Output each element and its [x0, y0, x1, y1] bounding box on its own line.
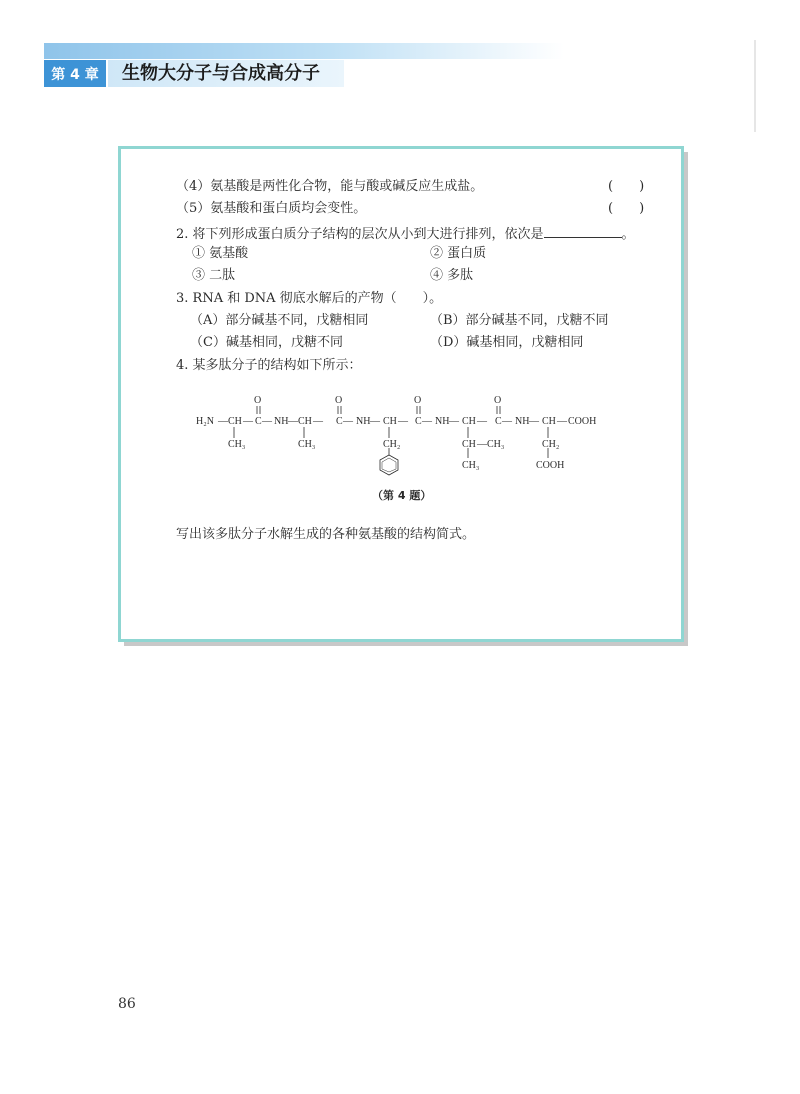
carbonyl-carbon: C	[336, 416, 343, 427]
answer-paren-1-4: ( )	[608, 179, 645, 194]
methyl-group: CH₃	[462, 460, 480, 471]
chapter-tag: 第 4 章	[44, 60, 106, 87]
side-cooh-group: COOH	[536, 460, 565, 471]
svg-text:—: —	[262, 416, 272, 427]
question-1-5: （5）氨基酸和蛋白质均会变性。	[176, 201, 367, 216]
svg-text:—: —	[477, 416, 487, 427]
alpha-carbon: CH	[298, 416, 312, 427]
q3-option-a: （A）部分碱基不同，戊糖相同	[190, 313, 369, 328]
svg-text:—: —	[477, 439, 487, 450]
svg-text:—: —	[370, 416, 380, 427]
q2-option-3: ③ 二肽	[192, 268, 236, 283]
alpha-carbon: CH	[228, 416, 242, 427]
carbonyl-carbon: C	[415, 416, 422, 427]
svg-text:—: —	[398, 416, 408, 427]
carbonyl-carbon: C	[255, 416, 262, 427]
question-1-4: （4）氨基酸是两性化合物，能与酸或碱反应生成盐。	[176, 179, 484, 194]
svg-text:—: —	[449, 416, 459, 427]
q3-option-c: （C）碱基相同，戊糖不同	[190, 335, 343, 350]
carbonyl-oxygen: O	[254, 395, 262, 406]
svg-text:—: —	[502, 416, 512, 427]
methyl-group: CH₃	[298, 439, 316, 450]
svg-text:—: —	[343, 416, 353, 427]
amide-nh: NH	[435, 416, 450, 427]
question-4-task: 写出该多肽分子水解生成的各种氨基酸的结构简式。	[176, 527, 476, 542]
page-number: 86	[118, 996, 136, 1012]
svg-text:—: —	[529, 416, 539, 427]
carbonyl-oxygen: O	[414, 395, 422, 406]
svg-text:—: —	[218, 416, 228, 427]
question-2-end: 。	[621, 227, 635, 242]
alpha-carbon: CH	[462, 416, 476, 427]
q2-option-4: ④ 多肽	[430, 268, 474, 283]
cooh-group: COOH	[568, 416, 597, 427]
amide-nh: NH	[274, 416, 289, 427]
question-2	[176, 223, 635, 244]
carbonyl-oxygen: O	[335, 395, 343, 406]
question-4: 4. 某多肽分子的结构如下所示：	[176, 358, 362, 373]
answer-blank	[544, 223, 622, 238]
svg-text:—: —	[557, 416, 567, 427]
q2-option-2: ② 蛋白质	[430, 246, 487, 261]
svg-text:—: —	[313, 416, 323, 427]
methylene-group: CH₂	[383, 439, 401, 450]
methyl-group: CH₃	[228, 439, 246, 450]
alpha-carbon: CH	[542, 416, 556, 427]
q3-option-b: （B）部分碱基不同，戊糖不同	[430, 313, 609, 328]
svg-text:—: —	[243, 416, 253, 427]
amide-nh: NH	[515, 416, 530, 427]
methine-group: CH	[462, 439, 476, 450]
chapter-title: 生物大分子与合成高分子	[122, 63, 320, 84]
margin-rule	[754, 40, 756, 132]
answer-paren-1-5: ( )	[608, 201, 645, 216]
h2n-group: H₂N	[196, 416, 214, 427]
carbonyl-carbon: C	[495, 416, 502, 427]
q2-option-1: ① 氨基酸	[192, 246, 249, 261]
figure-caption: （第 4 题）	[372, 489, 432, 502]
header-band	[44, 43, 564, 59]
svg-text:—: —	[422, 416, 432, 427]
svg-text:—: —	[288, 416, 298, 427]
question-2-text: 2. 将下列形成蛋白质分子结构的层次从小到大进行排列，依次是	[176, 227, 544, 242]
q3-option-d: （D）碱基相同，戊糖相同	[430, 335, 584, 350]
question-3: 3. RNA 和 DNA 彻底水解后的产物（ ）。	[176, 291, 443, 306]
carbonyl-oxygen: O	[494, 395, 502, 406]
alpha-carbon: CH	[383, 416, 397, 427]
polypeptide-structure	[190, 392, 620, 482]
methylene-group: CH₂	[542, 439, 560, 450]
amide-nh: NH	[356, 416, 371, 427]
methyl-group: CH₃	[487, 439, 505, 450]
